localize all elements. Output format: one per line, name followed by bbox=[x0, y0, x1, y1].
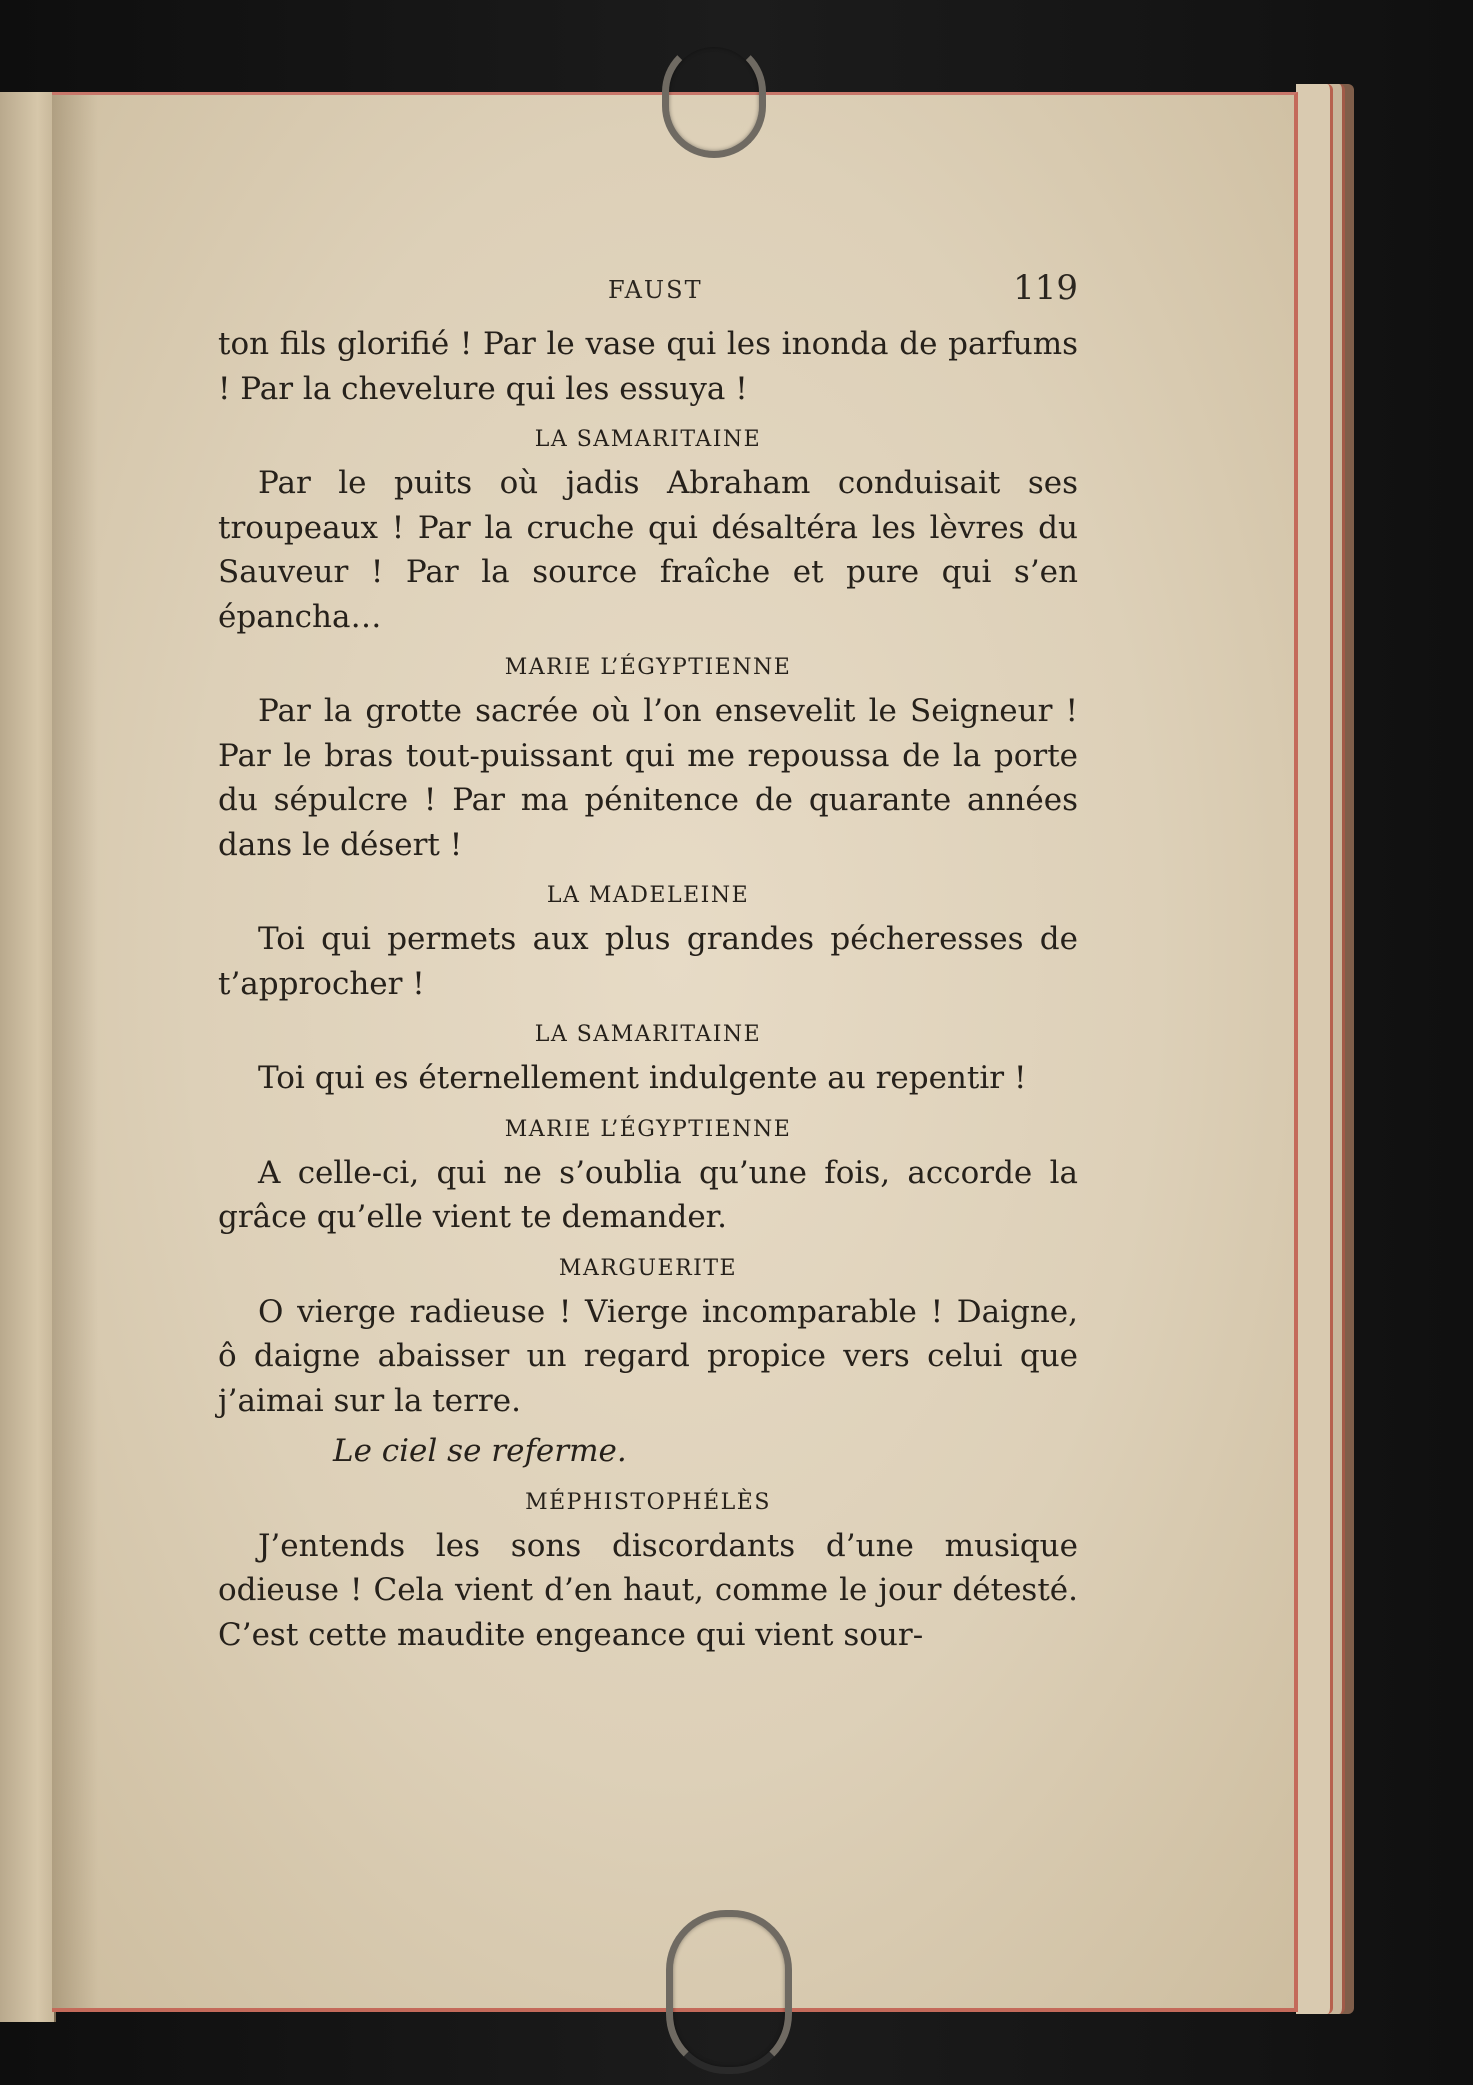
paragraph: O vierge radieuse ! Vierge incomparable ! Daigne, ô daigne abaisser un regard propice vers celui que j’aimai sur la terre. bbox=[218, 1293, 1078, 1419]
stage-direction: Le ciel se referme. bbox=[333, 1433, 627, 1469]
paragraph: Par la grotte sacrée où l’on ensevelit le Seigneur ! Par le bras tout-puissant qui me repoussa de la porte du sépulcre ! Par ma pénitence de quarante années dans le désert ! bbox=[218, 693, 1078, 863]
page-text bbox=[218, 322, 1078, 1657]
running-head bbox=[218, 270, 1078, 314]
speaker-heading: MARIE L’ÉGYPTIENNE bbox=[504, 655, 792, 680]
paragraph: Toi qui permets aux plus grandes pécheresses de t’approcher ! bbox=[218, 921, 1078, 1002]
paragraph: Par le puits où jadis Abraham conduisait ses troupeaux ! Par la cruche qui désaltéra les lèvres du Sauveur ! Par la source fraîche et pure qui s’en épancha… bbox=[218, 465, 1078, 635]
paragraph: Toi qui es éternellement indulgente au repentir ! bbox=[258, 1060, 1027, 1096]
page-edge-inner bbox=[1296, 84, 1333, 2014]
bottom-paper-clip bbox=[666, 1910, 792, 2074]
speaker-heading: LA MADELEINE bbox=[546, 883, 750, 908]
facing-page-edge bbox=[0, 92, 56, 2022]
speaker-heading: MARGUERITE bbox=[558, 1255, 738, 1281]
page-number: 119 bbox=[1013, 268, 1078, 308]
paragraph: A celle-ci, qui ne s’oublia qu’une fois, accorde la grâce qu’elle vient te demander. bbox=[218, 1154, 1078, 1235]
paragraph: ton fils glorifié ! Par le vase qui les inonda de parfums ! Par la chevelure qui les essuya ! bbox=[218, 326, 1078, 407]
running-head-title: FAUST bbox=[608, 276, 703, 304]
top-paper-clip bbox=[662, 40, 766, 158]
speaker-heading: LA SAMARITAINE bbox=[534, 427, 762, 452]
speaker-heading: LA SAMARITAINE bbox=[534, 1022, 762, 1047]
speaker-heading: MARIE L’ÉGYPTIENNE bbox=[504, 1116, 792, 1142]
speaker-heading: MÉPHISTOPHÉLÈS bbox=[525, 1489, 771, 1515]
paragraph: J’entends les sons discordants d’une musique odieuse ! Cela vient d’en haut, comme le jour détesté. C’est cette maudite engeance qui vient sour- bbox=[218, 1527, 1078, 1653]
